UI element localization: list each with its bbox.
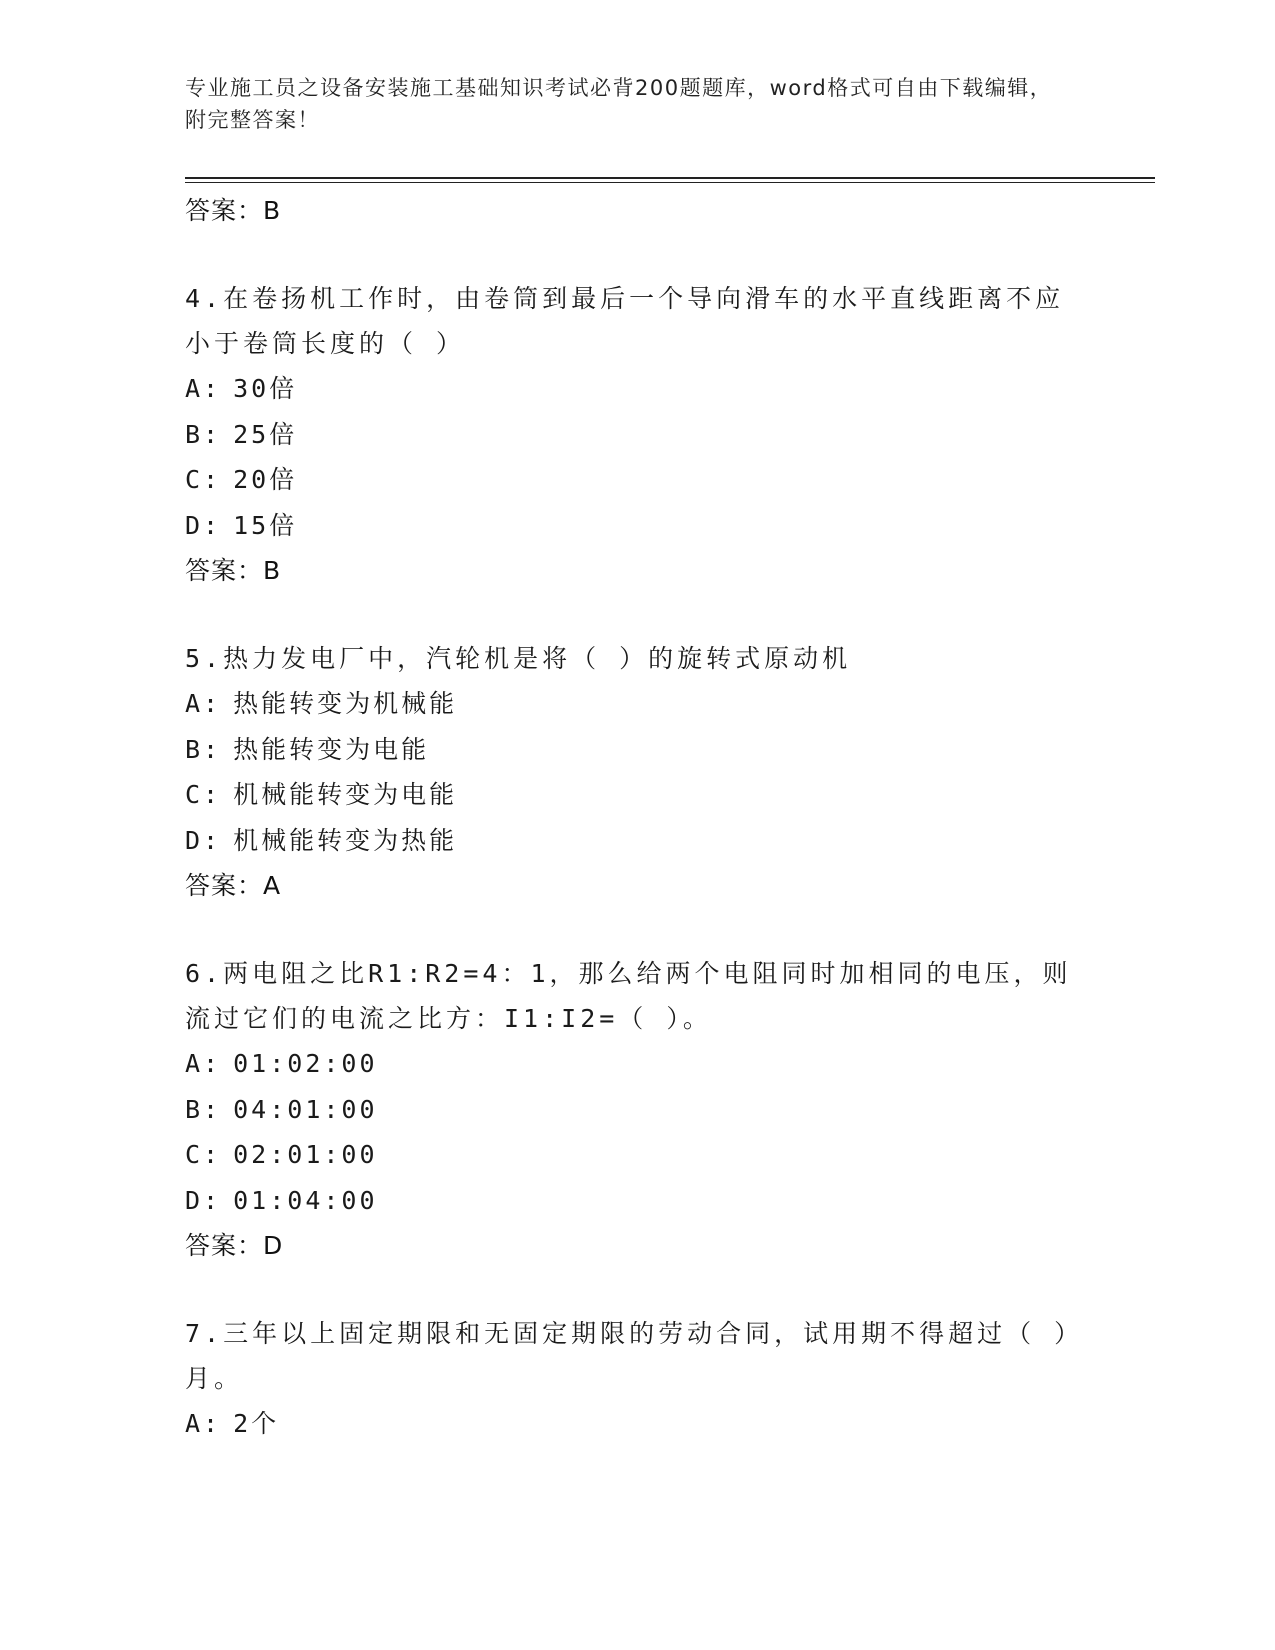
question-item <box>185 1311 1085 1447</box>
answer-line: 答案：B <box>185 196 282 225</box>
option-letter: B: <box>185 419 222 449</box>
option-letter: A: <box>185 374 222 403</box>
question-stem: 7.三年以上固定期限和无固定期限的劳动合同，试用期不得超过（ ）月。 <box>185 1319 1084 1393</box>
option-letter: C: <box>185 780 222 809</box>
answer-line: 答案：A <box>185 871 282 900</box>
option-d <box>185 503 1085 549</box>
option-letter: D: <box>185 825 222 855</box>
option-d <box>185 818 1085 864</box>
option-letter: A: <box>185 1049 222 1078</box>
option-letter: D: <box>185 510 222 540</box>
option-text: 热能转变为电能 <box>233 734 430 764</box>
option-a <box>185 681 1085 727</box>
answer-line: 答案：B <box>185 556 282 585</box>
option-b <box>185 727 1085 773</box>
option-b <box>185 1087 1085 1133</box>
option-b <box>185 412 1085 458</box>
option-a <box>185 366 1085 412</box>
option-letter: D: <box>185 1185 222 1215</box>
page-header: 专业施工员之设备安装施工基础知识考试必背200题题库，word格式可自由下载编辑，附完整答案！ <box>185 76 1053 132</box>
question-list <box>185 188 1085 1447</box>
option-text: 20倍 <box>233 465 298 494</box>
question-item <box>185 276 1085 594</box>
option-letter: A: <box>185 689 222 718</box>
option-text: 02:01:00 <box>233 1140 378 1169</box>
question-stem: 5.热力发电厂中，汽轮机是将（ ）的旋转式原动机 <box>185 644 852 673</box>
header-divider <box>185 177 1155 179</box>
option-letter: A: <box>185 1409 222 1438</box>
option-text: 25倍 <box>233 419 298 449</box>
option-letter: C: <box>185 1140 222 1169</box>
option-text: 机械能转变为热能 <box>233 825 458 855</box>
question-stem: 4.在卷扬机工作时，由卷筒到最后一个导向滑车的水平直线距离不应小于卷筒长度的（ ） <box>185 284 1065 358</box>
option-c <box>185 457 1085 503</box>
option-letter: C: <box>185 465 222 494</box>
option-text: 2个 <box>233 1409 280 1438</box>
option-letter: B: <box>185 734 222 764</box>
question-stem: 6.两电阻之比R1:R2=4：1，那么给两个电阻同时加相同的电压，则流过它们的电流之比方：I1:I2=（ ）。 <box>185 959 1072 1033</box>
question-item <box>185 636 1085 909</box>
option-d <box>185 1178 1085 1224</box>
option-text: 01:04:00 <box>233 1185 378 1215</box>
option-text: 机械能转变为电能 <box>233 780 458 809</box>
question-item <box>185 951 1085 1269</box>
option-a <box>185 1041 1085 1087</box>
option-text: 04:01:00 <box>233 1094 378 1124</box>
answer-line: 答案：D <box>185 1231 284 1260</box>
option-text: 15倍 <box>233 510 298 540</box>
header-divider-thin <box>185 182 1155 183</box>
option-text: 30倍 <box>233 374 298 403</box>
option-c <box>185 772 1085 818</box>
option-letter: B: <box>185 1094 222 1124</box>
option-text: 热能转变为机械能 <box>233 689 458 718</box>
option-text: 01:02:00 <box>233 1049 378 1078</box>
option-a <box>185 1401 1085 1447</box>
option-c <box>185 1132 1085 1178</box>
